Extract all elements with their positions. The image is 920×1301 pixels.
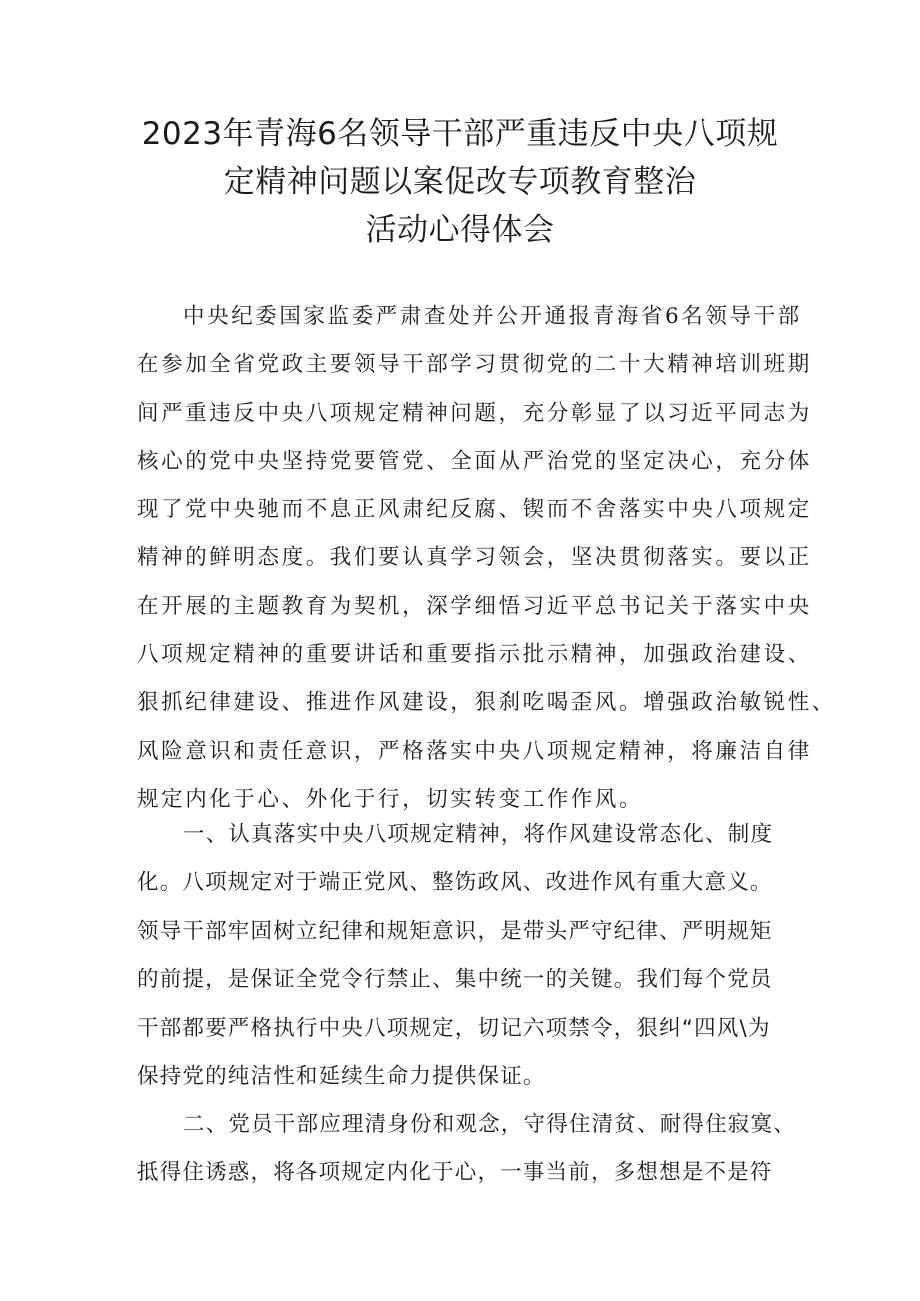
text-line: 一、认真落实中央八项规定精神，将作风建设常态化、制度 [183, 822, 774, 847]
text-line: 间严重违反中央八项规定精神问题，充分彰显了以习近平同志为 [137, 400, 812, 426]
text-line: 二、党员干部应理清身份和观念，守得住清贫、耐得住寂寞、 [183, 1112, 796, 1137]
text-line: 抵得住诱惑，将各项规定内化于心，一事当前，多想想是不是符 [137, 1160, 773, 1186]
title-line: 活动心得体会 [365, 212, 555, 248]
title-line: 定精神问题以案促改专项教育整治 [223, 164, 697, 200]
document-title [100, 110, 820, 254]
text-line: 在参加全省党政主要领导干部学习贯彻党的二十大精神培训班期 [137, 352, 812, 378]
text-line: 核心的党中央坚持党要管党、全面从严治党的坚定决心，充分体 [137, 448, 812, 474]
paragraph-intro [137, 293, 836, 824]
paragraph-section-two [137, 1101, 797, 1198]
text-line: 狠抓纪律建设、推进作风建设，狠刹吃喝歪风。增强政治敏锐性、 [137, 690, 836, 716]
paragraph-section-one [137, 811, 797, 1101]
text-line: 的前提，是保证全党令行禁止、集中统一的关键。我们每个党员 [137, 967, 773, 993]
text-line: 中央纪委国家监委严肃查处并公开通报青海省6名领导干部 [183, 304, 802, 329]
text-line: 保持党的纯洁性和延续生命力提供保证。 [137, 1064, 546, 1090]
text-line: 现了党中央驰而不息正风肃纪反腐、锲而不舍落实中央八项规定 [137, 497, 812, 523]
text-line: 化。八项规定对于端正党风、整饬政风、改进作风有重大意义。 [137, 870, 773, 896]
text-line: 八项规定精神的重要讲话和重要指示批示精神，加强政治建设、 [137, 642, 812, 668]
title-line: 2023年青海6名领导干部严重违反中央八项规 [141, 116, 779, 152]
text-line: 规定内化于心、外化于行，切实转变工作作风。 [137, 786, 644, 812]
text-line: 在开展的主题教育为契机，深学细悟习近平总书记关于落实中央 [137, 593, 812, 619]
text-line: 干部都要严格执行中央八项规定，切记六项禁令，狠纠“四风\为 [137, 1015, 771, 1041]
text-line: 领导干部牢固树立纪律和规矩意识，是带头严守纪律、严明规矩 [137, 918, 773, 944]
text-line: 精神的鲜明态度。我们要认真学习领会，坚决贯彻落实。要以正 [137, 545, 812, 571]
text-line: 风险意识和责任意识，严格落实中央八项规定精神，将廉洁自律 [137, 738, 812, 764]
